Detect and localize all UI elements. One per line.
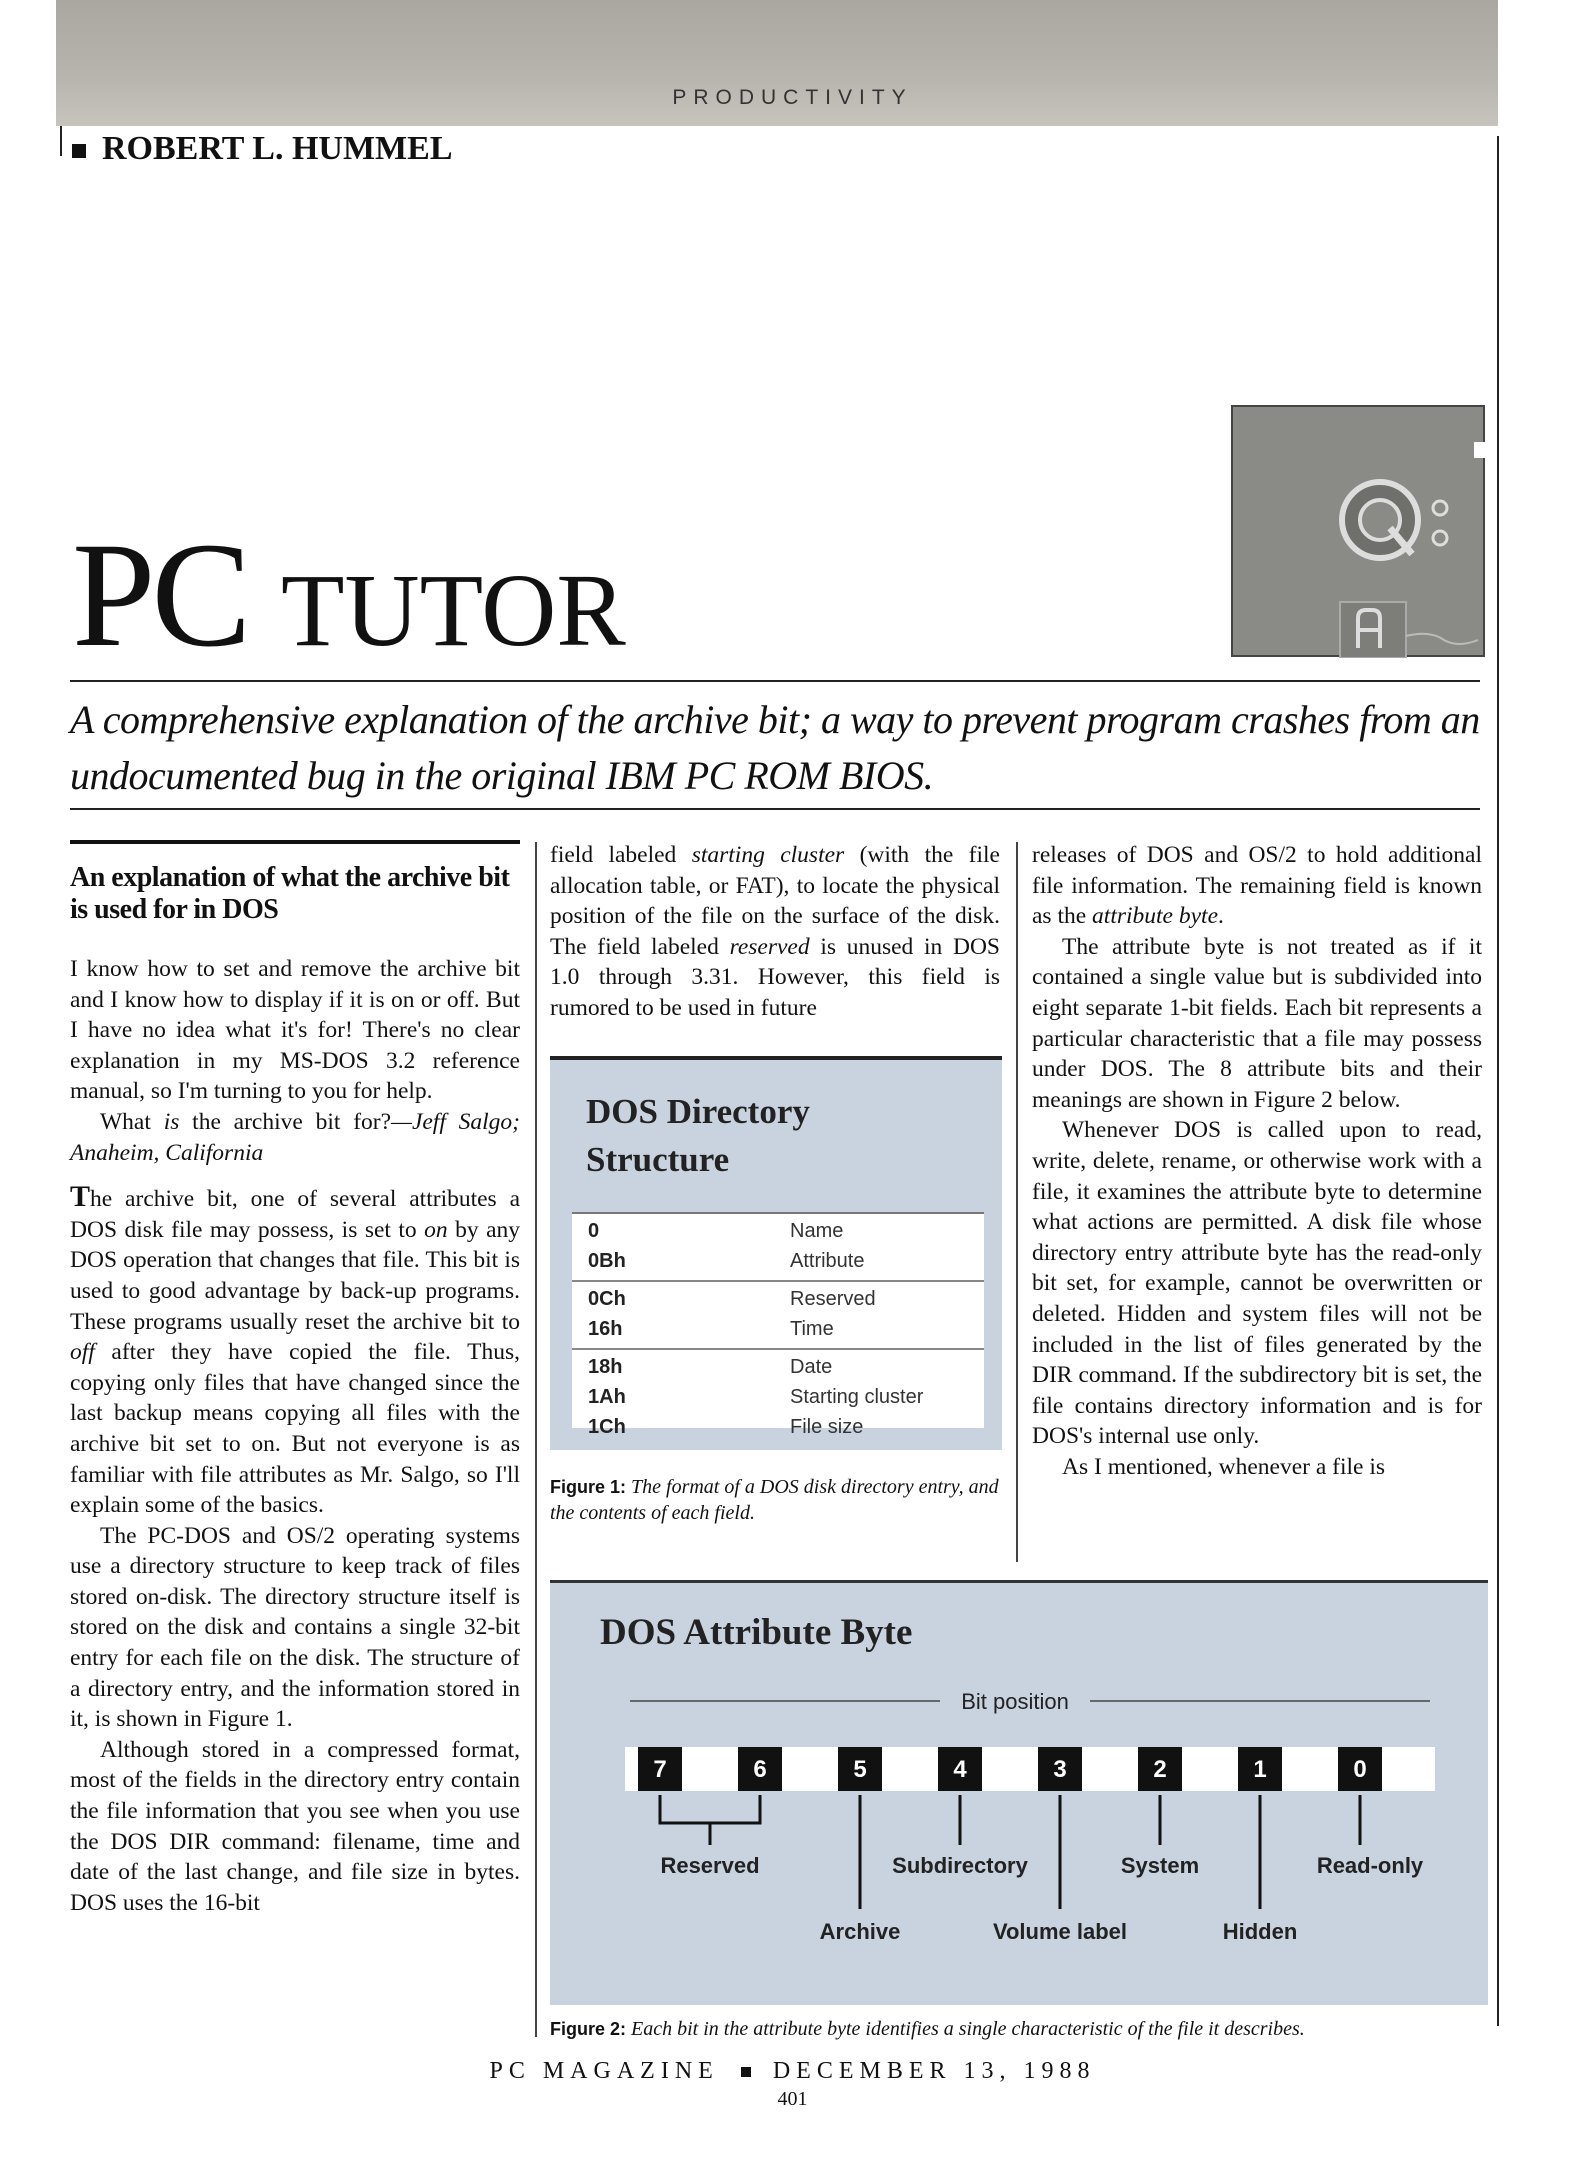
col3-a: releases of DOS and OS/2 to hold additional file information. The remaining field is known as the	[1032, 842, 1482, 930]
table-row	[572, 1248, 984, 1278]
title-rule	[70, 680, 1480, 682]
drop-cap: T	[70, 1180, 91, 1214]
author-byline	[72, 130, 453, 168]
bit-number: 5	[853, 1756, 867, 1783]
deck-subtitle: A comprehensive explanation of the archive bit; a way to prevent program crashes from an undocumented bug in the original IBM PC ROM BIOS.	[70, 697, 1480, 798]
article-column-1	[70, 840, 520, 1918]
article-column-2	[550, 840, 1000, 1024]
section-label: PRODUCTIVITY	[672, 86, 913, 109]
page-footer	[0, 2058, 1585, 2085]
answer-1c: by any DOS operation that changes that file. This bit is used to good advantage by back-up programs. These programs usually reset the archive bit to	[70, 1216, 521, 1335]
table-separator	[572, 1280, 984, 1282]
answer-1e: after they have copied the file. Thus, copying only files that have changed since the last backup means copying all files with the archive bit set to on. But not everyone is as familiar with file attributes as Mr. Salgo, so I'll explain some of the basics.	[70, 1339, 520, 1519]
question-signature: —Jeff Salgo; Anaheim, California	[70, 1108, 521, 1166]
bit-number: 3	[1053, 1756, 1067, 1783]
row-field: Attribute	[790, 1250, 865, 1272]
question-pre: What	[100, 1108, 164, 1135]
col3-paragraph-4: As I mentioned, whenever a file is	[1062, 1453, 1386, 1480]
row-offset: 0Ch	[588, 1288, 626, 1310]
label-readonly: Read-only	[1316, 1853, 1424, 1878]
footer-magazine: PC MAGAZINE	[489, 2058, 719, 2084]
figure-2	[550, 1580, 1488, 2005]
footer-bullet-icon	[741, 2067, 751, 2077]
column-rule-1	[535, 842, 537, 2037]
axis-label: Bit position	[961, 1689, 1069, 1714]
label-archive: Archive	[819, 1919, 901, 1944]
table-row	[572, 1354, 984, 1384]
footer-date: DECEMBER 13, 1988	[772, 2058, 1096, 2084]
bit-number: 7	[653, 1756, 667, 1783]
figure-2-caption-label: Figure 2:	[550, 2019, 627, 2039]
col3-b: attribute byte	[1092, 903, 1219, 930]
title-tutor: TUTOR	[280, 553, 626, 668]
figure-1	[550, 1056, 1002, 1450]
answer-paragraph-3: Although stored in a compressed format, most of the fields in the directory entry contain the file information that you see when you use the DOS DIR command: filename, time and date of the last change, and file size in bytes. DOS uses the 16-bit	[70, 1736, 520, 1916]
answer-paragraph-1	[70, 1182, 520, 1521]
figure-1-title-line-2: Structure	[586, 1140, 730, 1179]
attribute-byte-diagram	[550, 1583, 1488, 2005]
left-rule	[60, 126, 62, 156]
col2-a: field labeled	[550, 842, 692, 868]
question-heading: An explanation of what the archive bit is used for in DOS	[70, 862, 510, 925]
figure-1-caption-text: The format of a DOS disk directory entry, and the contents of each field.	[550, 1476, 999, 1524]
article-column-3	[1032, 840, 1482, 1482]
row-field: Reserved	[790, 1288, 876, 1310]
col2-e: is unused in DOS 1.0 through 3.31. However, this field is rumored to be used in future	[550, 933, 1000, 1021]
answer-1a: he archive bit, one of several attributes a DOS disk file may possess, is set to	[70, 1186, 520, 1243]
floppy-disk-qa-icon	[1230, 404, 1486, 658]
figure-1-title-line-1: DOS Directory	[586, 1092, 810, 1131]
figure-2-title: DOS Attribute Byte	[600, 1612, 913, 1653]
right-rule	[1497, 136, 1499, 2026]
row-field: Name	[790, 1220, 844, 1242]
row-field: Time	[790, 1318, 834, 1340]
figure-1-caption	[550, 1474, 1000, 1526]
bit-number: 2	[1153, 1756, 1167, 1783]
col3-c: .	[1218, 903, 1224, 930]
row-offset: 18h	[588, 1356, 623, 1378]
row-offset: 16h	[588, 1318, 623, 1340]
row-field: File size	[790, 1416, 864, 1438]
column-rule-2	[1016, 842, 1018, 1562]
title-pc: PC	[72, 512, 248, 678]
table-row	[572, 1384, 984, 1414]
col3-paragraph-2: The attribute byte is not treated as if it contained a single value but is subdivided into eight separate 1-bit fields. Each bit represents a particular characteristic that a file may possess under DOS. The 8 attribute bits and their meanings are shown in Figure 2 below.	[1032, 933, 1482, 1113]
row-offset: 1Ah	[588, 1386, 626, 1408]
answer-1b: on	[424, 1216, 448, 1243]
author-name: ROBERT L. HUMMEL	[102, 130, 453, 167]
bullet-square-icon	[72, 144, 86, 158]
deck-rule	[70, 808, 1480, 810]
col2-b: starting cluster	[691, 842, 845, 868]
row-field: Date	[790, 1356, 833, 1378]
label-volume: Volume label	[992, 1919, 1128, 1944]
table-row	[572, 1414, 984, 1444]
label-system: System	[1120, 1853, 1200, 1878]
question-closing	[70, 1107, 520, 1168]
figure-1-title	[586, 1088, 810, 1184]
heading-bar	[70, 840, 520, 844]
answer-paragraph-2: The PC-DOS and OS/2 operating systems use a directory structure to keep track of files stored on-disk. The directory structure itself is stored on the disk and contains a single 32-bit entry for each file on the disk. The structure of a directory entry, and the information stored in it, is shown in Figure 1.	[70, 1522, 520, 1733]
bit-number: 1	[1253, 1756, 1267, 1783]
table-row	[572, 1218, 984, 1248]
bit-number: 4	[953, 1756, 967, 1783]
answer-1d: off	[70, 1339, 95, 1366]
bit-number: 6	[753, 1756, 767, 1783]
row-offset: 0	[588, 1220, 600, 1242]
col2-c: (with the file allocation table, or FAT), to locate the physical position of the file on the surface of the disk. The field labeled	[550, 842, 1000, 960]
row-offset: 0Bh	[588, 1250, 626, 1272]
label-reserved: Reserved	[660, 1853, 760, 1878]
figure-2-caption-text: Each bit in the attribute byte identifies a single characteristic of the file it describes.	[626, 2018, 1305, 2040]
col3-paragraph-1	[1032, 840, 1482, 932]
row-field: Starting cluster	[790, 1386, 924, 1408]
label-subdirectory: Subdirectory	[892, 1853, 1028, 1878]
label-hidden: Hidden	[1222, 1919, 1298, 1944]
table-row	[572, 1286, 984, 1316]
table-separator	[572, 1348, 984, 1350]
col2-d: reserved	[729, 933, 810, 960]
figure-1-caption-label: Figure 1:	[550, 1477, 627, 1497]
table-row	[572, 1316, 984, 1346]
bit-number: 0	[1353, 1756, 1367, 1783]
col2-paragraph	[550, 840, 1000, 1024]
question-text: I know how to set and remove the archive bit and I know how to display if it is on or off. But I have no idea what it's for! There's no clear explanation in my MS-DOS 3.2 reference manual, so I'm turning to you for help.	[70, 956, 520, 1105]
question-is: is	[163, 1108, 180, 1135]
page-title	[72, 512, 626, 678]
col3-paragraph-3: Whenever DOS is called upon to read, write, delete, rename, or otherwise work with a file, it examines the attribute byte to determine what actions are permitted. A disk file whose directory entry attribute byte has the read-only bit set, for example, cannot be overwritten or deleted. Hidden and system files will not be included in the list of files generated by the DIR command. If the subdirectory bit is set, the file contains directory information and is for DOS's internal use only.	[1032, 1117, 1482, 1450]
directory-table	[572, 1212, 984, 1438]
page-number: 401	[777, 2088, 808, 2110]
question-post: the archive bit for?	[179, 1108, 392, 1135]
row-offset: 1Ch	[588, 1416, 626, 1438]
figure-2-caption	[550, 2016, 1490, 2042]
reserved-connector	[660, 1795, 760, 1845]
